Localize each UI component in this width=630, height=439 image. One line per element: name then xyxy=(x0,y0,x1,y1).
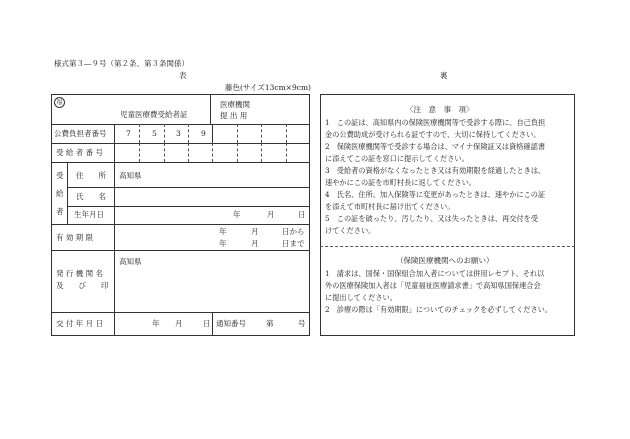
issued-month-unit: 月 xyxy=(175,319,183,328)
notice-prefix: 第 xyxy=(266,319,274,328)
note-line: 3 受給者の資格がなくなったとき又は有効期限を経過したときは、 xyxy=(325,166,546,175)
address-label: 住 所 xyxy=(76,171,106,180)
note-line: 金の公費助成が受けられる証ですので、大切に保持してください。 xyxy=(325,130,541,139)
request-title: （保険医療機関へのお願い） xyxy=(396,256,494,265)
form-number: 様式第３―９号（第２条、第３条関係） xyxy=(54,59,189,68)
note-line: 1 この証は、高知県内の保険医療機関等で受診する際に、自己負担 xyxy=(325,118,546,127)
name-label: 氏 名 xyxy=(76,192,106,201)
provider-line2: 提 出 用 xyxy=(220,111,248,120)
back-label: 裏 xyxy=(440,71,448,80)
issued-year-unit: 年 xyxy=(152,319,160,328)
issued-day-unit: 日 xyxy=(203,319,211,328)
notice-suffix: 号 xyxy=(298,319,306,328)
validity-label: 有 効 期 限 xyxy=(56,233,94,242)
request-line: 外の医療保険加入者は「児童福祉医療請求書」で高知県国保連合会 xyxy=(325,281,541,290)
payer-digit: 5 xyxy=(152,129,157,138)
validity-to-day: 日まで xyxy=(282,239,305,248)
birth-month-unit: 月 xyxy=(267,210,275,219)
payer-digit: 3 xyxy=(176,129,181,138)
note-line: 5 この証を破ったり、汚したり、又は失ったときは、再交付を受 xyxy=(325,214,539,223)
card-title: 児童医療費受給者証 xyxy=(120,110,188,119)
note-line: けてください。 xyxy=(325,226,376,235)
validity-to-month: 月 xyxy=(251,239,259,248)
validity-from-day: 日から xyxy=(282,227,305,236)
birth-day-unit: 日 xyxy=(298,210,306,219)
payer-label: 公費負担者番号 xyxy=(54,129,107,138)
validity-to-year: 年 xyxy=(219,239,227,248)
address-value: 高知県 xyxy=(119,171,142,180)
payer-digit: 9 xyxy=(201,129,206,138)
recipient-vertical-2: 給 xyxy=(56,189,64,198)
request-line: に提出してください。 xyxy=(325,293,397,302)
notice-label: 通知番号 xyxy=(216,319,246,328)
recipient-vertical-1: 受 xyxy=(56,171,64,180)
recipient-vertical-3: 者 xyxy=(56,207,64,216)
issuer-label-1: 発 行 機 関 名 xyxy=(56,269,104,278)
request-line: 1 請求は、国保・国保組合加入者については併用レセプト、それ以 xyxy=(325,269,545,278)
provider-line1: 医療機関 xyxy=(220,100,250,109)
front-label: 表 xyxy=(179,71,187,80)
notes-title: 〈注 意 事 項〉 xyxy=(406,105,474,114)
birth-label: 生年月日 xyxy=(74,210,104,219)
note-line: を添えて市町村長に届け出てください。 xyxy=(325,202,455,211)
note-line: 速やかにこの証を市町村長に返してください。 xyxy=(325,178,476,187)
issuer-value: 高知県 xyxy=(119,257,142,266)
birth-year-unit: 年 xyxy=(233,210,241,219)
request-line: 2 診療の際は「有効期限」についてのチェックを必ずしてください。 xyxy=(325,305,553,314)
note-line: 2 保険医療機関等で受診する場合は、マイナ保険証又は資格確認書 xyxy=(325,142,546,151)
issued-date-label: 交 付 年 月 日 xyxy=(56,319,104,328)
note-line: に添えてこの証を窓口に提示してください。 xyxy=(325,154,469,163)
payer-digit: 7 xyxy=(126,129,131,138)
seal-icon: 福 xyxy=(54,97,65,108)
validity-from-year: 年 xyxy=(219,227,227,236)
validity-from-month: 月 xyxy=(251,227,259,236)
issuer-label-2: 及 び 印 xyxy=(56,281,109,290)
recipient-label: 受 給 者 番 号 xyxy=(56,148,104,157)
note-line: 4 氏名、住所、加入保険等に変更があったときは、速やかにこの証 xyxy=(325,190,546,199)
color-note: 藤色(サイズ13cm×9cm) xyxy=(225,83,311,92)
